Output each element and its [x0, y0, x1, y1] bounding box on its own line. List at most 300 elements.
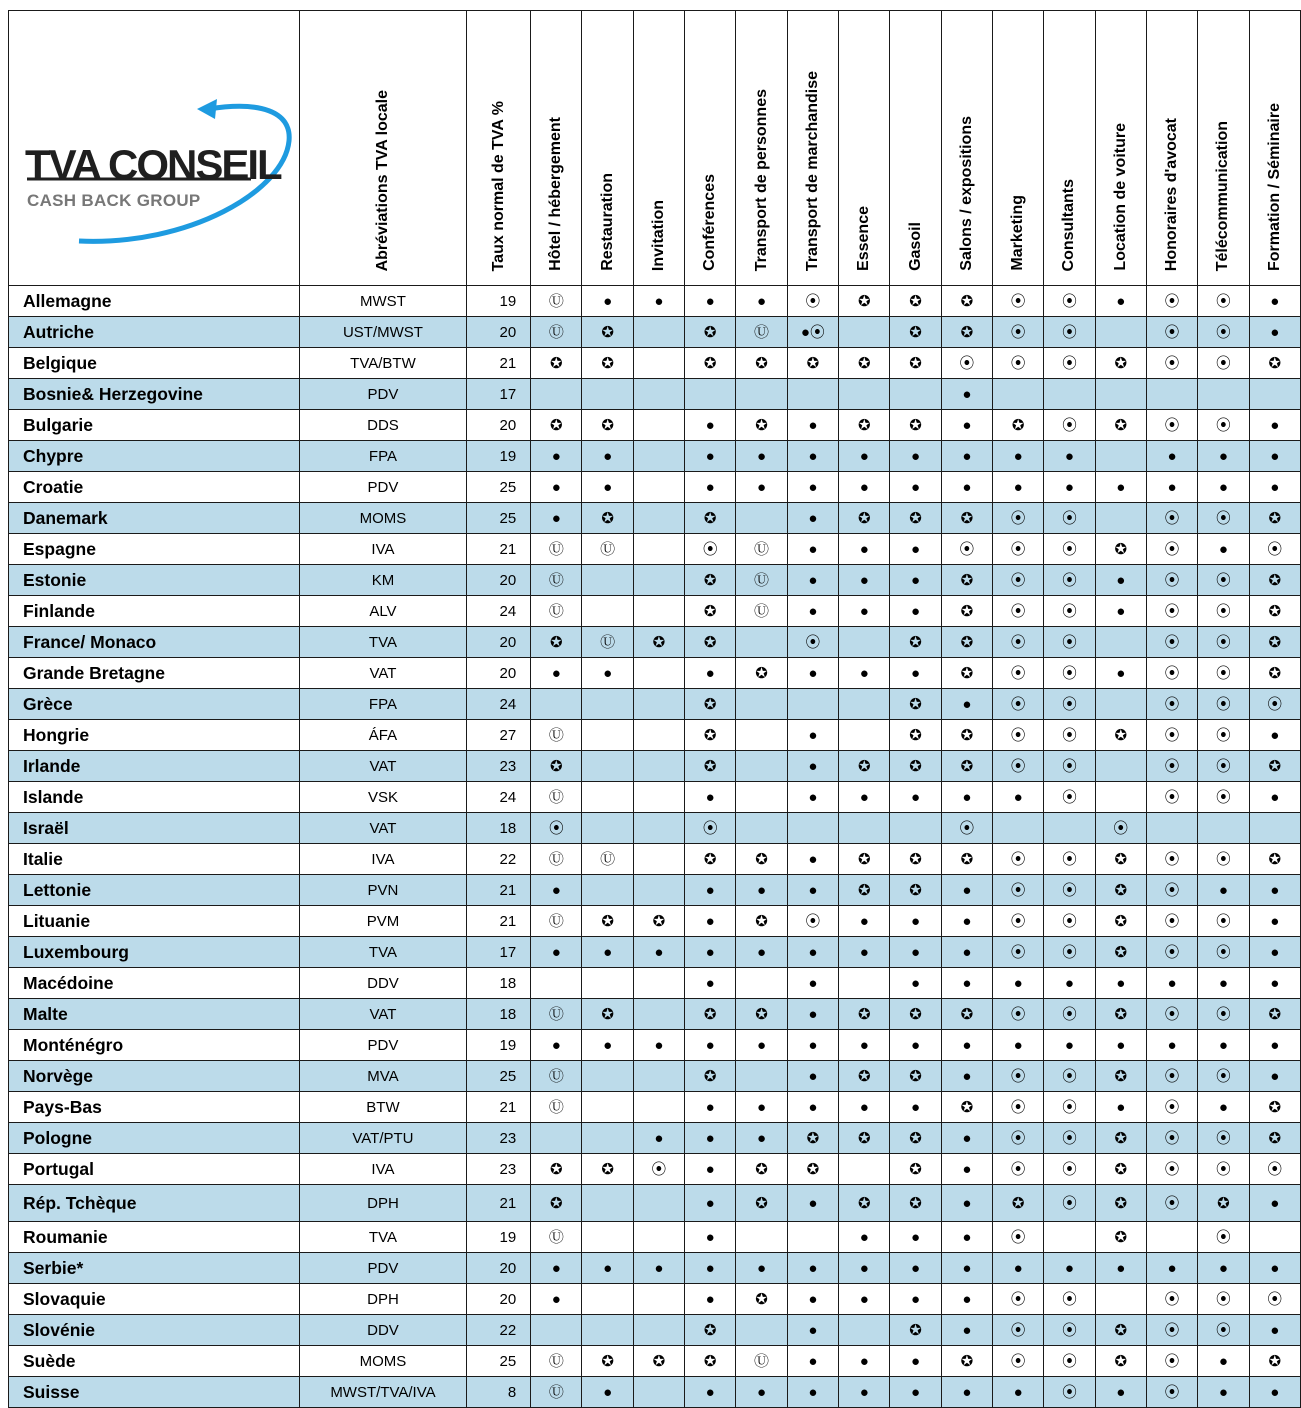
reclaim-cell [839, 844, 890, 875]
vat-rate: 25 [466, 503, 530, 534]
target-dot-icon: ⦿ [1061, 1383, 1077, 1401]
reclaim-cell [1249, 1092, 1301, 1123]
table-row [9, 379, 1301, 410]
filled-dot-icon: ● [756, 478, 767, 496]
filled-dot-icon: ● [1116, 571, 1126, 589]
reclaim-cell [993, 844, 1044, 875]
vat-rate: 23 [466, 751, 530, 782]
reclaim-cell [582, 565, 633, 596]
reclaim-cell [531, 627, 582, 658]
reclaim-cell [1095, 720, 1146, 751]
reclaim-cell [1095, 906, 1146, 937]
target-dot-icon: ⦿ [1061, 1290, 1077, 1308]
reclaim-cell [1095, 1092, 1146, 1123]
filled-dot-icon: ● [962, 416, 972, 434]
reclaim-cell [582, 906, 633, 937]
reclaim-cell [941, 1222, 992, 1253]
target-dot-icon: ⦿ [1164, 664, 1180, 682]
reclaim-cell [736, 379, 787, 410]
star-circle-icon: ✪ [550, 354, 563, 372]
target-dot-icon: ⦿ [1061, 292, 1077, 310]
reclaim-cell [1044, 844, 1095, 875]
filled-dot-icon: ● [962, 881, 972, 899]
star-circle-icon: ✪ [909, 695, 922, 713]
reclaim-cell [582, 1284, 633, 1315]
reclaim-cell [531, 782, 582, 813]
filled-dot-icon: ● [1116, 602, 1126, 620]
filled-dot-icon: ● [808, 1383, 818, 1401]
vat-rate: 25 [466, 472, 530, 503]
filled-dot-icon: ● [1013, 447, 1023, 465]
target-dot-icon: ⦿ [1164, 726, 1180, 744]
reclaim-cell [1198, 1284, 1249, 1315]
vat-rate: 20 [466, 1284, 530, 1315]
reclaim-cell [890, 286, 941, 317]
reclaim-cell [1249, 379, 1301, 410]
star-circle-icon: ✪ [1114, 850, 1128, 868]
table-body [9, 286, 1301, 1408]
reclaim-cell [839, 379, 890, 410]
reclaim-cell [736, 1092, 787, 1123]
target-dot-icon: ⦿ [1215, 354, 1231, 372]
country-name: Chypre [9, 441, 300, 472]
header-category-label: Honoraires d'avocat [1163, 117, 1181, 271]
star-circle-icon: ✪ [960, 292, 974, 310]
reclaim-cell [839, 1092, 890, 1123]
filled-dot-icon: ● [1218, 881, 1228, 899]
vat-rate: 20 [466, 627, 530, 658]
logo-cell [9, 11, 300, 286]
reclaim-cell [531, 1253, 582, 1284]
reclaim-cell [890, 906, 941, 937]
star-circle-icon: ✪ [1268, 1129, 1282, 1147]
reclaim-cell [1095, 937, 1146, 968]
filled-dot-icon: ● [962, 1194, 972, 1212]
reclaim-cell [1198, 782, 1249, 813]
logo-subtitle: CASH BACK GROUP [27, 191, 201, 210]
country-name: Allemagne [9, 286, 300, 317]
star-circle-icon: ✪ [960, 633, 974, 651]
reclaim-cell [633, 1092, 684, 1123]
vat-abbreviation: ALV [300, 596, 467, 627]
reclaim-cell [1095, 441, 1146, 472]
reclaim-cell [1146, 844, 1197, 875]
vat-abbreviation: TVA [300, 627, 467, 658]
reclaim-cell [839, 410, 890, 441]
filled-dot-icon: ● [654, 292, 664, 310]
target-dot-icon: ⦿ [1215, 912, 1231, 930]
reclaim-cell [685, 1092, 736, 1123]
header-category-label: Essence [855, 206, 873, 271]
table-row [9, 906, 1301, 937]
star-circle-icon: ✪ [960, 1352, 974, 1370]
reclaim-cell [1044, 1377, 1095, 1408]
reclaim-cell [787, 1185, 838, 1222]
reclaim-cell [736, 968, 787, 999]
reclaim-cell [1095, 410, 1146, 441]
reclaim-cell [993, 689, 1044, 720]
target-dot-icon: ⦿ [1061, 571, 1077, 589]
filled-dot-icon: ● [1013, 788, 1023, 806]
reclaim-cell [839, 751, 890, 782]
reclaim-cell [839, 875, 890, 906]
star-circle-icon: ✪ [857, 881, 871, 899]
star-circle-icon: ✪ [857, 850, 871, 868]
reclaim-cell [1249, 565, 1301, 596]
reclaim-cell [787, 1030, 838, 1061]
target-dot-icon: ⦿ [651, 1160, 667, 1178]
filled-dot-icon: ● [1116, 1383, 1126, 1401]
country-name: Grande Bretagne [9, 658, 300, 689]
filled-dot-icon: ● [756, 943, 767, 961]
reclaim-cell [1198, 658, 1249, 689]
reclaim-cell [1146, 379, 1197, 410]
reclaim-cell [1198, 1185, 1249, 1222]
reclaim-cell [787, 813, 838, 844]
reclaim-cell [839, 1315, 890, 1346]
reclaim-cell [1095, 813, 1146, 844]
reclaim-cell [787, 1092, 838, 1123]
reclaim-cell [787, 782, 838, 813]
partial-icon: Ⓤ [548, 1098, 564, 1116]
table-row [9, 1346, 1301, 1377]
target-dot-icon: ⦿ [1010, 292, 1026, 310]
table-row [9, 410, 1301, 441]
reclaim-cell [633, 348, 684, 379]
target-dot-icon: ⦿ [1215, 1290, 1231, 1308]
star-circle-icon: ✪ [755, 912, 768, 930]
star-circle-icon: ✪ [1114, 540, 1128, 558]
reclaim-cell [1044, 441, 1095, 472]
country-name: Suisse [9, 1377, 300, 1408]
reclaim-cell [890, 379, 941, 410]
reclaim-cell [685, 1061, 736, 1092]
reclaim-cell [736, 1185, 787, 1222]
filled-dot-icon: ● [808, 1005, 818, 1023]
table-row [9, 782, 1301, 813]
star-circle-icon: ✪ [857, 292, 871, 310]
reclaim-cell [890, 813, 941, 844]
reclaim-cell [890, 348, 941, 379]
header-category [633, 11, 684, 286]
target-dot-icon: ⦿ [1010, 881, 1026, 899]
reclaim-cell [890, 720, 941, 751]
reclaim-cell [531, 1346, 582, 1377]
reclaim-cell [787, 1346, 838, 1377]
country-name: Irlande [9, 751, 300, 782]
vat-rate: 23 [466, 1123, 530, 1154]
target-dot-icon: ⦿ [1164, 881, 1180, 899]
target-dot-icon: ⦿ [1010, 695, 1026, 713]
reclaim-cell [582, 1030, 633, 1061]
table-row [9, 286, 1301, 317]
filled-dot-icon: ● [1116, 1259, 1126, 1277]
target-dot-icon: ⦿ [1061, 788, 1077, 806]
target-dot-icon: ⦿ [1010, 1067, 1026, 1085]
reclaim-cell [839, 534, 890, 565]
filled-dot-icon: ● [859, 664, 869, 682]
table-row [9, 1123, 1301, 1154]
vat-abbreviation: DDV [300, 968, 467, 999]
filled-dot-icon: ● [1167, 974, 1177, 992]
vat-abbreviation: FPA [300, 441, 467, 472]
reclaim-cell [1146, 1030, 1197, 1061]
target-dot-icon: ⦿ [805, 633, 821, 651]
star-circle-icon: ✪ [857, 354, 871, 372]
filled-dot-icon: ● [1064, 1036, 1074, 1054]
reclaim-cell [582, 751, 633, 782]
filled-dot-icon: ● [859, 912, 869, 930]
star-circle-icon: ✪ [960, 726, 974, 744]
country-name: Finlande [9, 596, 300, 627]
vat-abbreviation: MWST [300, 286, 467, 317]
star-circle-icon: ✪ [1114, 1129, 1128, 1147]
reclaim-cell [787, 1154, 838, 1185]
filled-dot-icon: ● [603, 1036, 613, 1054]
reclaim-cell [1249, 1123, 1301, 1154]
country-name: Serbie* [9, 1253, 300, 1284]
reclaim-cell [993, 1154, 1044, 1185]
vat-abbreviation: MOMS [300, 503, 467, 534]
vat-abbreviation: PDV [300, 1253, 467, 1284]
reclaim-cell [839, 968, 890, 999]
target-dot-icon: ⦿ [1010, 1352, 1026, 1370]
reclaim-cell [685, 658, 736, 689]
vat-abbreviation: PDV [300, 379, 467, 410]
target-dot-icon: ⦿ [1215, 726, 1231, 744]
reclaim-cell [1146, 720, 1197, 751]
reclaim-cell [1146, 689, 1197, 720]
reclaim-cell [1044, 596, 1095, 627]
reclaim-cell [685, 1253, 736, 1284]
star-circle-icon: ✪ [1268, 664, 1282, 682]
star-circle-icon: ✪ [909, 1321, 922, 1339]
reclaim-cell [993, 1185, 1044, 1222]
reclaim-cell [736, 286, 787, 317]
filled-dot-icon: ● [705, 1259, 715, 1277]
filled-dot-icon: ● [1270, 1383, 1280, 1401]
star-circle-icon: ✪ [960, 1005, 974, 1023]
reclaim-cell [1146, 1377, 1197, 1408]
star-circle-icon: ✪ [1114, 1194, 1128, 1212]
filled-dot-icon: ● [705, 788, 715, 806]
reclaim-cell [1095, 286, 1146, 317]
reclaim-cell [839, 1346, 890, 1377]
header-category [1095, 11, 1146, 286]
filled-dot-icon: ● [551, 1259, 561, 1277]
star-circle-icon: ✪ [703, 1321, 717, 1339]
reclaim-cell [1198, 317, 1249, 348]
reclaim-cell [839, 1061, 890, 1092]
country-name: Slovaquie [9, 1284, 300, 1315]
reclaim-cell [1249, 441, 1301, 472]
reclaim-cell [1044, 875, 1095, 906]
reclaim-cell [582, 1346, 633, 1377]
reclaim-cell [1146, 1061, 1197, 1092]
filled-dot-icon: ● [551, 509, 561, 527]
reclaim-cell [531, 658, 582, 689]
star-circle-icon: ✪ [1268, 850, 1282, 868]
reclaim-cell [1198, 627, 1249, 658]
reclaim-cell [582, 503, 633, 534]
vat-reclaim-table [8, 10, 1301, 1408]
reclaim-cell [1146, 999, 1197, 1030]
target-dot-icon: ⦿ [1010, 1160, 1026, 1178]
header-category-label: Location de voiture [1111, 123, 1129, 271]
reclaim-cell [1044, 534, 1095, 565]
reclaim-cell [685, 720, 736, 751]
partial-icon: Ⓤ [754, 602, 770, 620]
reclaim-cell [993, 1315, 1044, 1346]
reclaim-cell [633, 658, 684, 689]
table-row [9, 844, 1301, 875]
reclaim-cell [582, 286, 633, 317]
reclaim-cell [941, 906, 992, 937]
reclaim-cell [1044, 1123, 1095, 1154]
reclaim-cell [531, 1377, 582, 1408]
reclaim-cell [736, 1377, 787, 1408]
reclaim-cell [633, 596, 684, 627]
reclaim-cell [582, 348, 633, 379]
partial-icon: Ⓤ [548, 1228, 564, 1246]
vat-rate: 17 [466, 379, 530, 410]
country-name: Luxembourg [9, 937, 300, 968]
star-circle-icon: ✪ [1114, 1228, 1128, 1246]
reclaim-cell [1095, 875, 1146, 906]
reclaim-cell [787, 937, 838, 968]
reclaim-cell [582, 410, 633, 441]
reclaim-cell [993, 286, 1044, 317]
country-name: Macédoine [9, 968, 300, 999]
header-category [1044, 11, 1095, 286]
star-circle-icon: ✪ [1114, 1352, 1128, 1370]
target-dot-icon: ⦿ [1010, 602, 1026, 620]
country-name: Pologne [9, 1123, 300, 1154]
header-category-label: Consultants [1060, 178, 1078, 271]
filled-dot-icon: ● [551, 478, 561, 496]
target-dot-icon: ⦿ [1267, 540, 1283, 558]
target-dot-icon: ⦿ [1215, 664, 1231, 682]
reclaim-cell [941, 1377, 992, 1408]
star-circle-icon: ✪ [960, 757, 974, 775]
reclaim-cell [890, 751, 941, 782]
filled-dot-icon: ● [808, 664, 818, 682]
reclaim-cell [941, 1284, 992, 1315]
reclaim-cell [582, 627, 633, 658]
reclaim-cell [1198, 1061, 1249, 1092]
target-dot-icon: ⦿ [1061, 850, 1077, 868]
reclaim-cell [736, 658, 787, 689]
vat-rate: 22 [466, 844, 530, 875]
header-category [685, 11, 736, 286]
filled-dot-icon: ● [1218, 1259, 1228, 1277]
target-dot-icon: ⦿ [1061, 726, 1077, 744]
reclaim-cell [1044, 1154, 1095, 1185]
filled-dot-icon: ● [603, 447, 613, 465]
reclaim-cell [993, 596, 1044, 627]
reclaim-cell [633, 906, 684, 937]
filled-dot-icon: ● [1218, 1383, 1228, 1401]
filled-dot-icon: ● [808, 540, 818, 558]
reclaim-cell [736, 317, 787, 348]
vat-rate: 24 [466, 596, 530, 627]
vat-abbreviation: TVA/BTW [300, 348, 467, 379]
reclaim-cell [993, 1253, 1044, 1284]
star-circle-icon: ✪ [857, 1005, 871, 1023]
target-dot-icon: ⦿ [1010, 912, 1026, 930]
country-name: Islande [9, 782, 300, 813]
reclaim-cell [839, 720, 890, 751]
reclaim-cell [1249, 1185, 1301, 1222]
filled-dot-icon: ● [808, 1259, 818, 1277]
reclaim-cell [941, 1253, 992, 1284]
reclaim-cell [582, 472, 633, 503]
filled-dot-icon: ● [1064, 478, 1074, 496]
star-circle-icon: ✪ [703, 323, 717, 341]
header-rate [466, 11, 530, 286]
reclaim-cell [839, 1222, 890, 1253]
target-dot-icon: ⦿ [1061, 943, 1077, 961]
reclaim-cell [1095, 627, 1146, 658]
reclaim-cell [685, 1346, 736, 1377]
reclaim-cell [582, 596, 633, 627]
reclaim-cell [633, 1154, 684, 1185]
reclaim-cell [1095, 1315, 1146, 1346]
reclaim-cell [993, 379, 1044, 410]
reclaim-cell [1249, 317, 1301, 348]
star-circle-icon: ✪ [755, 850, 768, 868]
star-circle-icon: ✪ [909, 881, 922, 899]
header-category [993, 11, 1044, 286]
vat-rate: 27 [466, 720, 530, 751]
filled-dot-icon: ● [756, 1098, 767, 1116]
partial-icon: Ⓤ [600, 850, 616, 868]
reclaim-cell [685, 472, 736, 503]
country-name: Croatie [9, 472, 300, 503]
star-circle-icon: ✪ [909, 509, 922, 527]
reclaim-cell [1249, 844, 1301, 875]
reclaim-cell [1044, 472, 1095, 503]
filled-dot-icon: ● [859, 943, 869, 961]
star-circle-icon: ✪ [703, 850, 717, 868]
reclaim-cell [736, 410, 787, 441]
reclaim-cell [1198, 720, 1249, 751]
filled-dot-icon: ● [705, 1036, 715, 1054]
target-dot-icon: ⦿ [1215, 292, 1231, 310]
target-dot-icon: ⦿ [1215, 633, 1231, 651]
vat-abbreviation: FPA [300, 689, 467, 720]
reclaim-cell [531, 317, 582, 348]
reclaim-cell [1095, 782, 1146, 813]
reclaim-cell [1249, 751, 1301, 782]
reclaim-cell [736, 720, 787, 751]
filled-dot-icon: ● [1167, 447, 1177, 465]
reclaim-cell [1095, 658, 1146, 689]
reclaim-cell [582, 782, 633, 813]
reclaim-cell [839, 782, 890, 813]
star-circle-icon: ✪ [703, 602, 717, 620]
reclaim-cell [633, 875, 684, 906]
reclaim-cell [582, 1222, 633, 1253]
logo-title: TVA CONSEIL [25, 141, 281, 188]
vat-rate: 24 [466, 689, 530, 720]
reclaim-cell [633, 813, 684, 844]
partial-icon: Ⓤ [548, 788, 564, 806]
reclaim-cell [1146, 1253, 1197, 1284]
vat-rate: 18 [466, 999, 530, 1030]
reclaim-cell [890, 627, 941, 658]
target-dot-icon: ⦿ [1164, 540, 1180, 558]
